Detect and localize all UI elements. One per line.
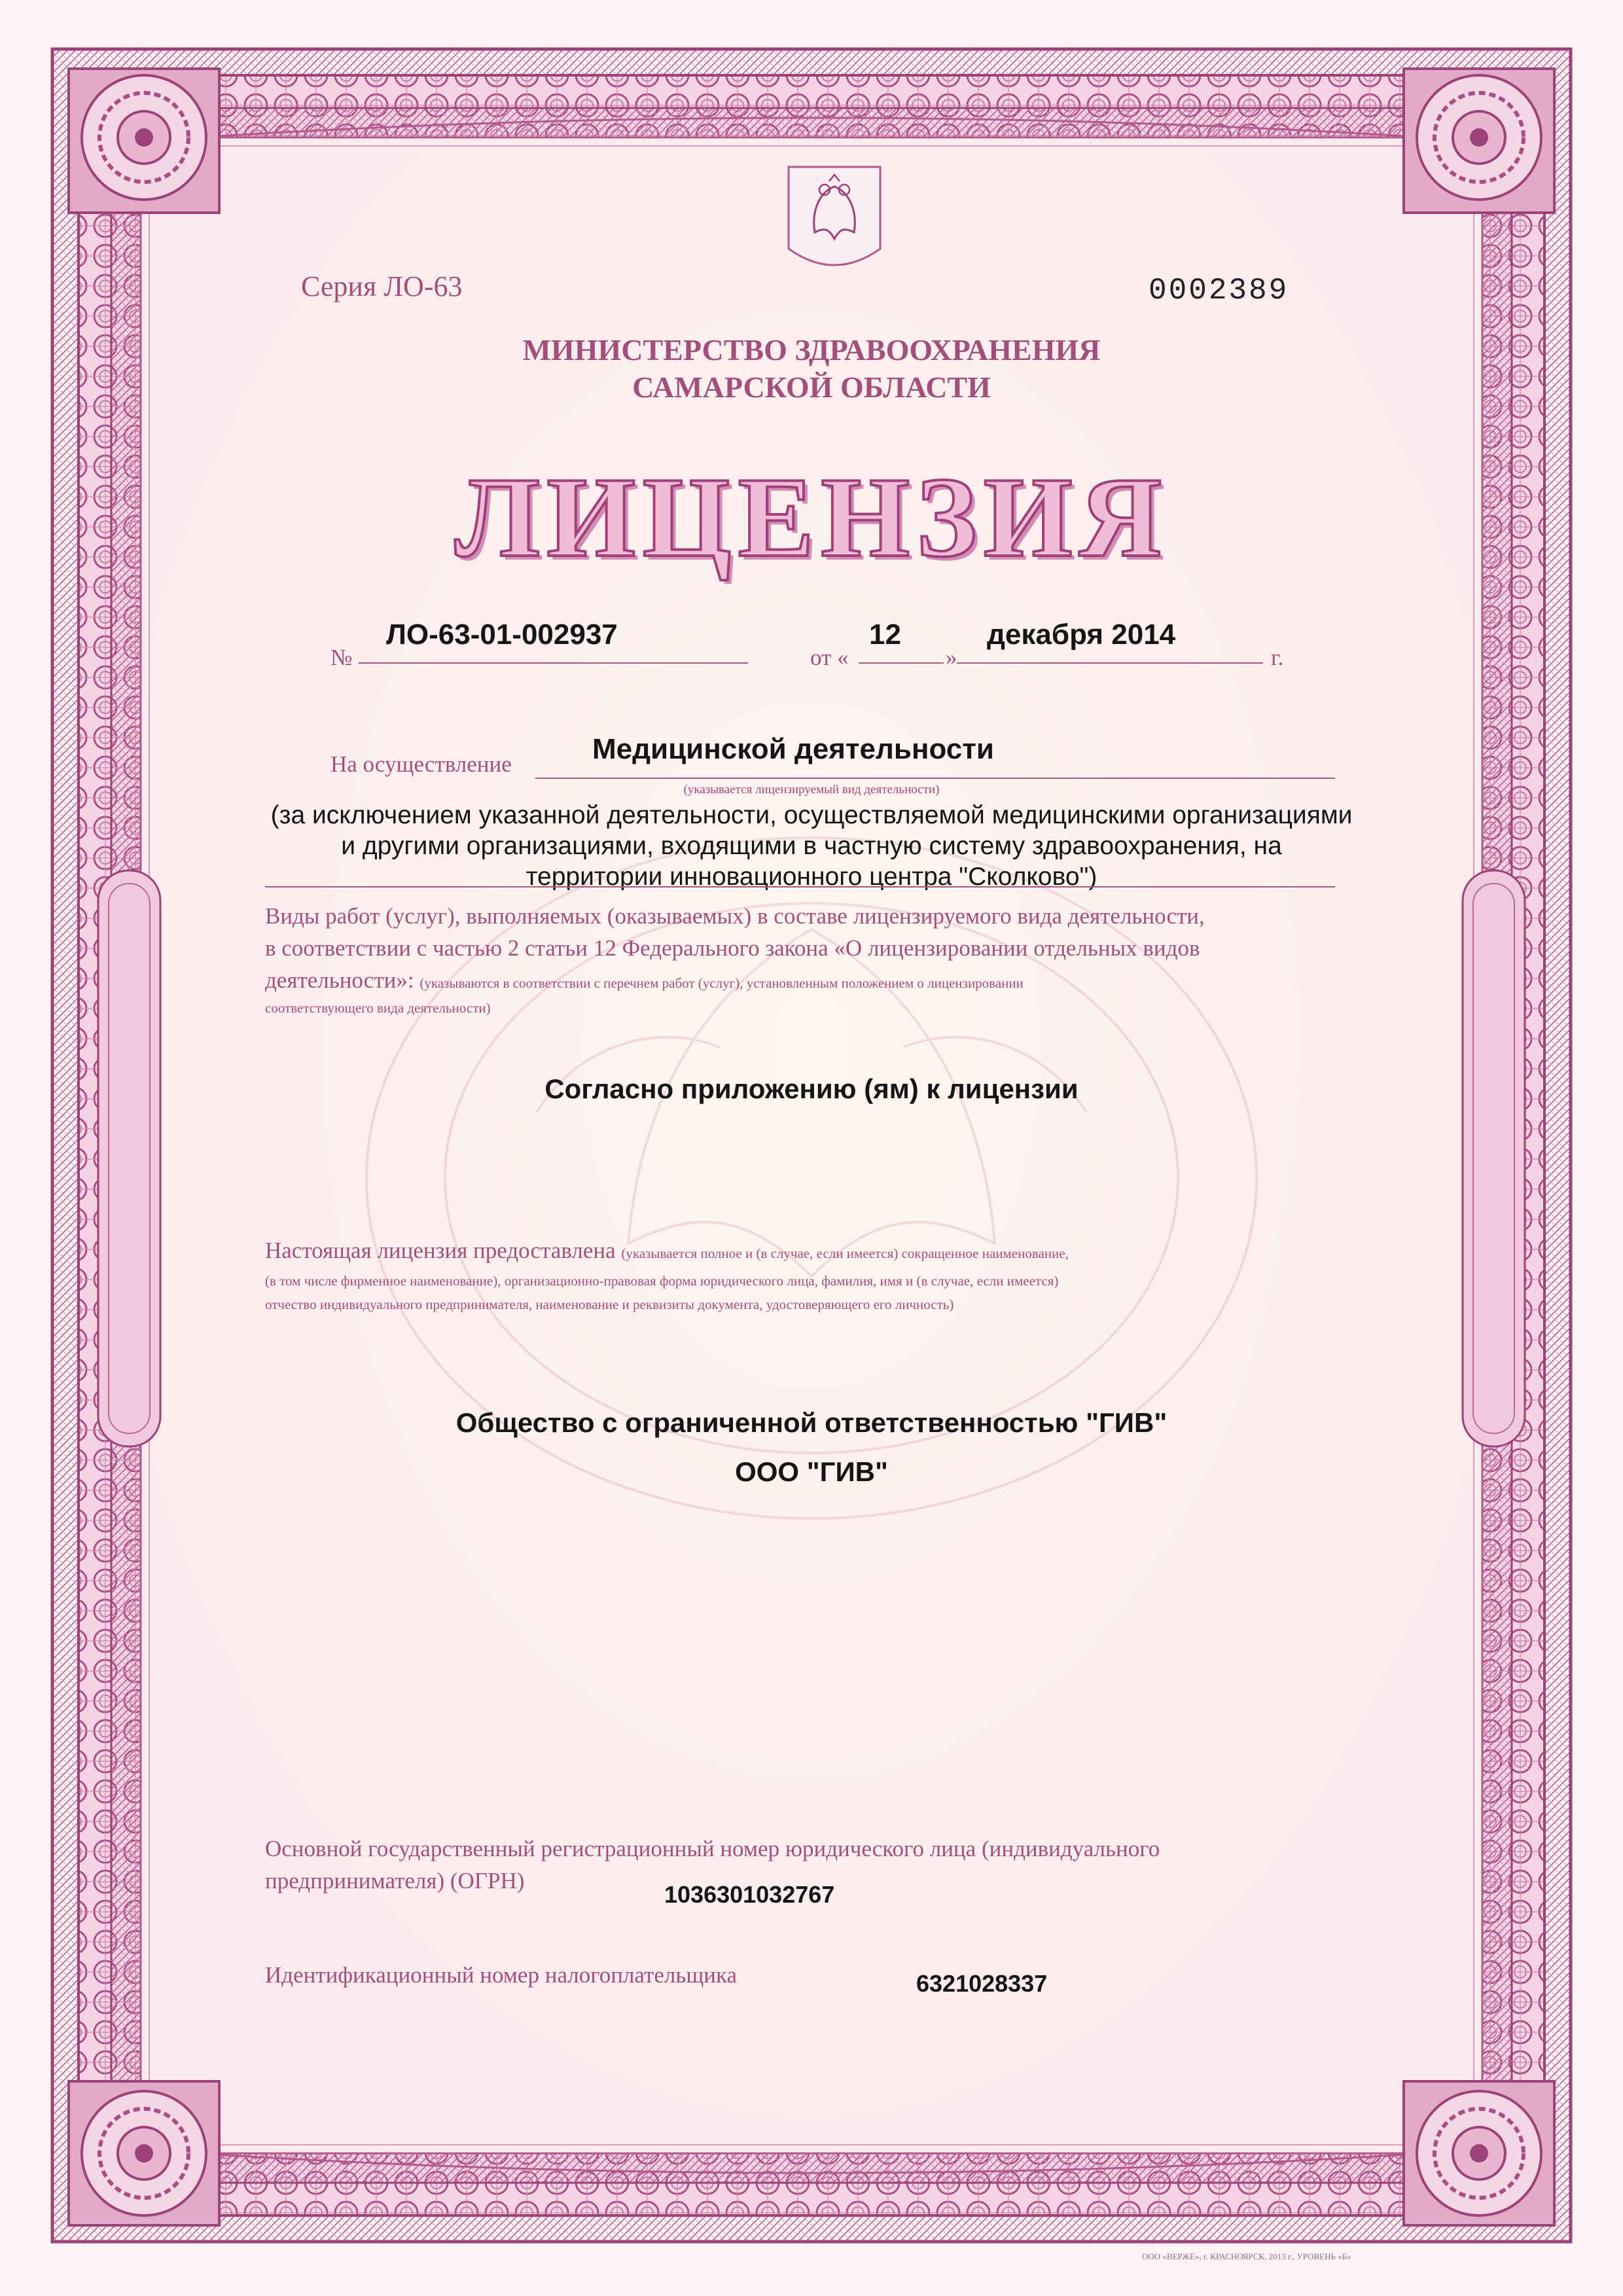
license-month-year: декабря 2014 <box>987 619 1176 651</box>
activity-value: Медицинской деятельности <box>592 733 994 765</box>
date-close-quote: » <box>946 645 957 670</box>
day-underline <box>859 662 944 664</box>
inn-label: Идентификационный номер налогоплательщика <box>265 1962 738 1988</box>
coat-of-arms-emblem <box>789 167 880 265</box>
number-sign: № <box>330 645 353 670</box>
grantee-hint-2: (в том числе фирменное наименование), организационно-правовая форма юридического лица, фамилия, имя и (в случае, если имеется) <box>265 1273 1059 1289</box>
works-line-3 <box>265 964 1338 999</box>
corner-rosette <box>1404 69 1554 213</box>
document-title: ЛИЦЕНЗИЯ <box>454 454 1169 581</box>
ogrn-label-line-1: Основной государственный регистрационный номер юридического лица (индивидуального <box>265 1836 1160 1861</box>
printer-imprint: ООО «ВЕРЖЕ», г. КРАСНОЯРСК, 2013 г., УРОВЕНЬ «Б» <box>1142 2251 1351 2261</box>
activity-hint: (указывается лицензируемый вид деятельности) <box>683 783 940 797</box>
license-number: ЛО-63-01-002937 <box>386 619 618 651</box>
grantee-full-name: Общество с ограниченной ответственностью "ГИВ" <box>455 1407 1168 1438</box>
grantee-block <box>265 1236 1338 1316</box>
exclusion-line-1: (за исключением указанной деятельности, осуществляемой медицинскими организациями <box>270 801 1353 829</box>
works-value: Согласно приложению (ям) к лицензии <box>544 1073 1079 1104</box>
form-number: 0002389 <box>1149 274 1289 308</box>
ministry-line-1: МИНИСТЕРСТВО ЗДРАВООХРАНЕНИЯ <box>522 333 1101 367</box>
corner-rosette <box>1404 2081 1554 2225</box>
exclusion-line-3: территории инновационного центра "Сколково") <box>526 863 1097 891</box>
series-label: Серия ЛО-63 <box>301 270 463 302</box>
inn-value: 6321028337 <box>916 1970 1048 1997</box>
ogrn-value: 1036301032767 <box>664 1881 835 1908</box>
date-from-label: от « <box>810 645 849 670</box>
corner-rosette <box>69 69 219 213</box>
year-suffix: г. <box>1271 645 1284 670</box>
activity-exclusion <box>0 800 1623 892</box>
works-block <box>265 900 1338 1016</box>
works-line-2: в соответствии с частью 2 статьи 12 Федерального закона «О лицензировании отдельных видов <box>265 935 1200 961</box>
works-line-3-lead: деятельности»: <box>265 967 414 993</box>
grantee-hint-1: (указывается полное и (в случае, если имеется) сокращенное наименование, <box>621 1246 1069 1261</box>
exclusion-line-2: и другими организациями, входящими в частную систему здравоохранения, на <box>341 832 1282 860</box>
works-line-3-hint: (указываются в соответствии с перечнем работ (услуг), установленным положением о лицензировании <box>419 975 1024 991</box>
number-underline <box>359 662 748 664</box>
corner-rosette <box>69 2081 219 2225</box>
works-line-1: Виды работ (услуг), выполняемых (оказываемых) в составе лицензируемого вида деятельности, <box>265 903 1205 929</box>
grantee-short-name: ООО "ГИВ" <box>735 1456 888 1487</box>
grantee-lead: Настоящая лицензия предоставлена <box>265 1238 616 1263</box>
activity-underline <box>535 778 1335 779</box>
works-line-4-hint: соответствующего вида деятельности) <box>265 1000 491 1016</box>
license-day: 12 <box>869 619 901 651</box>
activity-label: На осуществление <box>330 751 512 777</box>
month-underline <box>957 662 1263 664</box>
ogrn-label-line-2: предпринимателя) (ОГРН) <box>265 1868 525 1893</box>
exclusion-underline <box>265 886 1335 888</box>
grantee-hint-3: отчество индивидуального предпринимателя, наименование и реквизиты документа, удостоверяющего его личность) <box>265 1297 954 1312</box>
ministry-line-2: САМАРСКОЙ ОБЛАСТИ <box>632 370 991 404</box>
